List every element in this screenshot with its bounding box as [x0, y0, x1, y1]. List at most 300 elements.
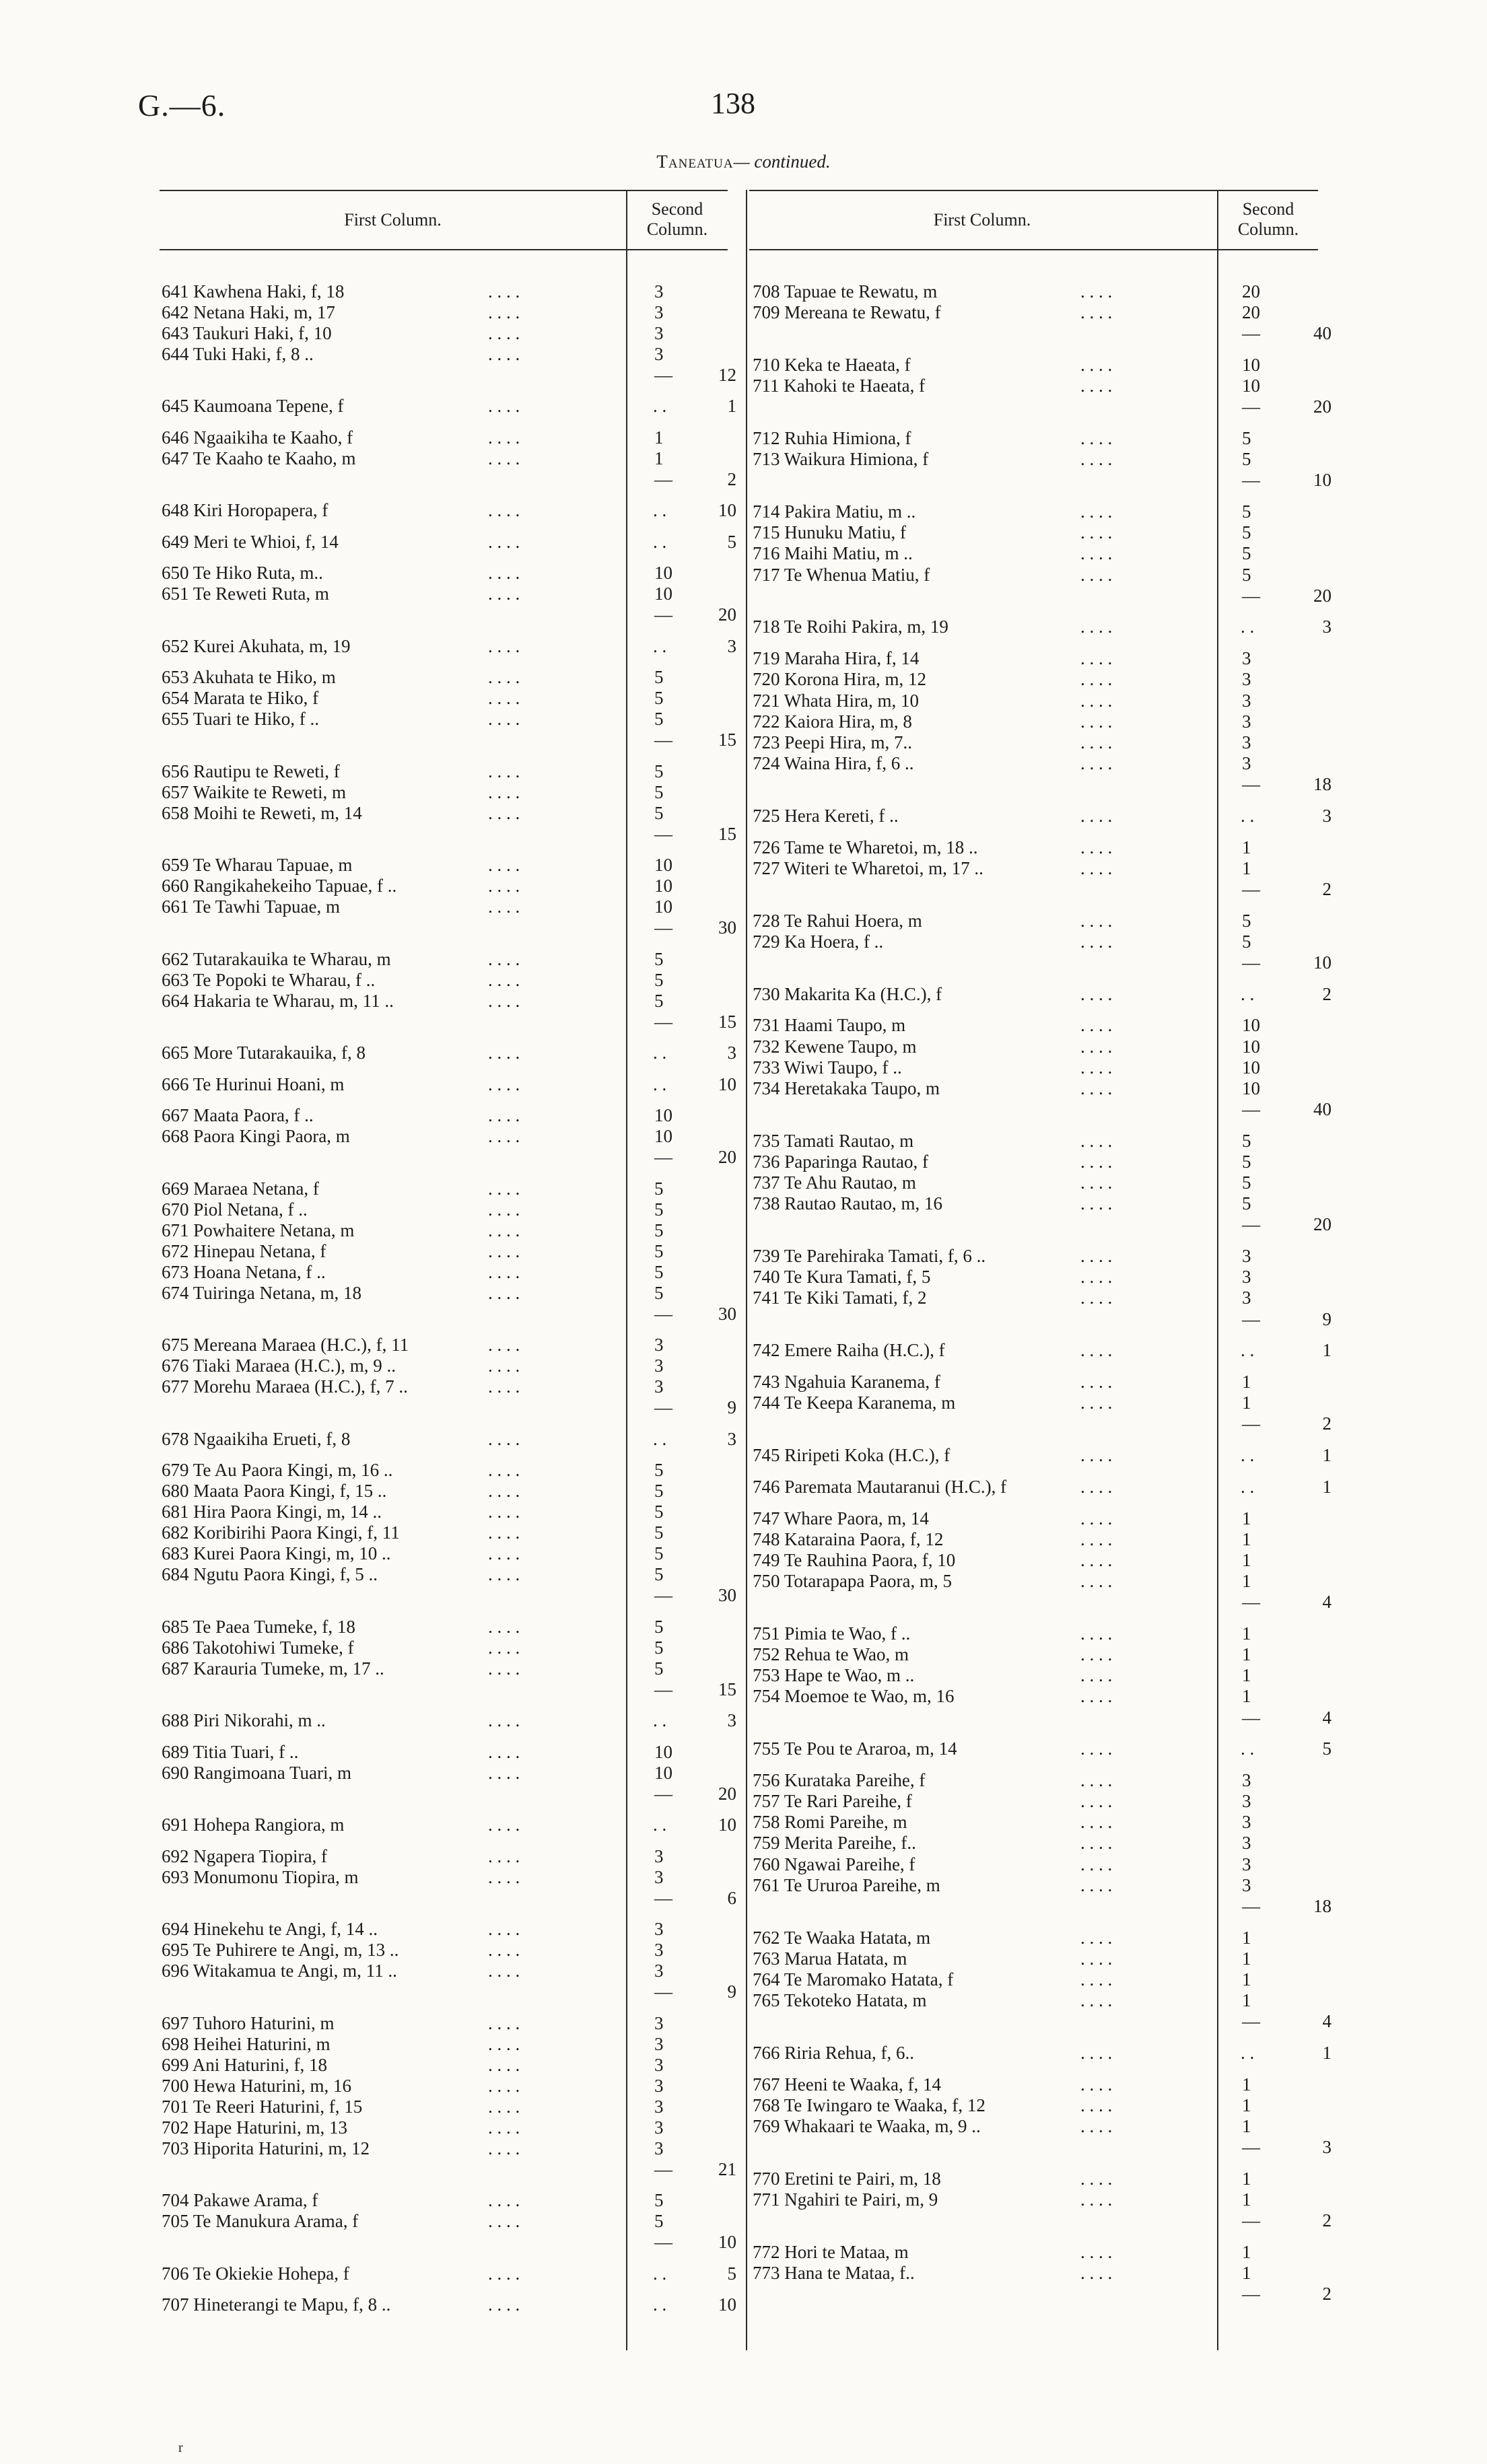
share-value: 3 — [654, 1845, 664, 1866]
leader-dots: . . . . — [488, 1940, 520, 1961]
share-value: 1 — [1242, 1372, 1251, 1393]
col-second-right — [1218, 199, 1318, 240]
leader-dots: . . . . — [1080, 355, 1113, 376]
person-entry: 729 Ka Hoera, f .. — [753, 931, 884, 952]
person-entry: 707 Hineterangi te Mapu, f, 8 .. — [162, 2294, 391, 2315]
share-value: 3 — [1242, 1874, 1251, 1895]
share-value: 5 — [654, 1240, 664, 1261]
table-row — [753, 1372, 940, 1392]
leader-dots: . . . . — [488, 396, 520, 417]
group-total: 1 — [1322, 1340, 1332, 1361]
person-entry: 759 Merita Pareihe, f.. — [753, 1833, 916, 1854]
leader-dots: . . . . — [1080, 1130, 1113, 1151]
leader-dots: . . . . — [488, 948, 520, 969]
person-entry: 756 Kurataka Pareihe, f — [753, 1769, 926, 1790]
person-entry: 692 Ngapera Tiopira, f — [162, 1845, 327, 1866]
group-total: 5 — [727, 531, 736, 552]
person-entry: 683 Kurei Paora Kingi, m, 10 .. — [162, 1543, 391, 1564]
person-entry: 664 Hakaria te Wharau, m, 11 .. — [162, 990, 394, 1011]
leader-dots: . . . . — [1080, 564, 1113, 585]
share-value: 1 — [1242, 1948, 1251, 1969]
table-row — [753, 1644, 909, 1664]
leader-dots: . . — [653, 531, 667, 552]
group-total: 12 — [718, 364, 736, 385]
leader-dots: . . . . — [488, 1073, 520, 1094]
leader-dots: . . . . — [488, 896, 520, 917]
share-value: 10 — [654, 896, 672, 917]
leader-dots: . . . . — [488, 2096, 520, 2117]
group-total: 2 — [1322, 1413, 1332, 1434]
table-row — [162, 1335, 409, 1355]
rule-div-left — [626, 190, 627, 2350]
share-value: 10 — [1242, 376, 1260, 396]
share-value: 1 — [1242, 2116, 1251, 2137]
leader-dots: . . . . — [1080, 1057, 1113, 1078]
person-entry: 714 Pakira Matiu, m .. — [753, 501, 916, 522]
group-total: 10 — [1313, 470, 1332, 491]
table-row — [162, 1564, 378, 1584]
total-rule: — — [1242, 952, 1260, 973]
share-value: 3 — [1242, 711, 1251, 732]
table-row — [753, 1875, 940, 1895]
share-value: 5 — [1242, 1172, 1251, 1193]
person-entry: 758 Romi Pareihe, m — [753, 1812, 907, 1833]
leader-dots: . . — [1241, 1340, 1255, 1361]
leader-dots: . . . . — [1080, 1791, 1113, 1812]
group-total: 5 — [1322, 1738, 1332, 1759]
table-row — [162, 876, 396, 896]
person-entry: 645 Kaumoana Tepene, f — [162, 396, 344, 417]
person-entry: 763 Marua Hatata, m — [753, 1948, 907, 1969]
leader-dots: . . . . — [488, 1564, 520, 1585]
share-value: 3 — [654, 1376, 664, 1397]
group-total: 10 — [718, 1073, 736, 1094]
table-row — [162, 1481, 386, 1501]
person-entry: 660 Rangikahekeiho Tapuae, f .. — [162, 876, 397, 896]
person-entry: 731 Haami Taupo, m — [753, 1015, 906, 1036]
person-entry: 734 Heretakaka Taupo, m — [753, 1078, 940, 1098]
table-row — [162, 949, 391, 969]
table-row — [753, 1969, 953, 1990]
table-row — [753, 2169, 941, 2189]
table-row — [753, 1571, 952, 1591]
table-row — [753, 1340, 945, 1360]
person-entry: 647 Te Kaaho te Kaaho, m — [162, 448, 356, 468]
total-rule: — — [654, 1981, 672, 2002]
share-value: 3 — [654, 322, 664, 343]
person-entry: 751 Pimia te Wao, f .. — [753, 1623, 911, 1644]
page-number: 138 — [711, 87, 755, 120]
person-entry: 648 Kiri Horopapera, f — [162, 500, 328, 521]
table-row — [162, 1220, 354, 1240]
leader-dots: . . . . — [488, 322, 520, 343]
total-rule: — — [654, 364, 672, 385]
group-total: 15 — [718, 730, 736, 750]
person-entry: 716 Maihi Matiu, m .. — [753, 543, 913, 564]
share-value: 5 — [654, 709, 664, 730]
leader-dots: . . . . — [1080, 752, 1113, 773]
share-value: 5 — [654, 802, 664, 823]
share-value: 3 — [1242, 752, 1251, 773]
table-row — [162, 1199, 308, 1220]
table-row — [753, 2043, 914, 2063]
total-rule: — — [1242, 585, 1260, 606]
rule-top-left — [160, 190, 728, 191]
group-total: 3 — [1322, 805, 1332, 826]
person-entry: 649 Meri te Whioi, f, 14 — [162, 531, 339, 552]
col-second-left-2: Column. — [646, 219, 708, 239]
share-value: 3 — [1242, 1267, 1251, 1288]
share-value: 5 — [654, 1481, 664, 1502]
person-entry: 679 Te Au Paora Kingi, m, 16 .. — [162, 1460, 393, 1481]
person-entry: 730 Makarita Ka (H.C.), f — [753, 983, 942, 1004]
total-rule: — — [1242, 1707, 1260, 1728]
leader-dots: . . . . — [488, 1376, 520, 1397]
share-value: 5 — [654, 1220, 664, 1240]
table-row — [753, 1246, 985, 1266]
share-value: 3 — [654, 2075, 664, 2096]
person-entry: 746 Paremata Mautaranui (H.C.), f — [753, 1476, 1007, 1497]
stray-mark: r — [178, 2440, 183, 2455]
leader-dots: . . . . — [488, 802, 520, 823]
person-entry: 709 Mereana te Rewatu, f — [753, 302, 941, 323]
group-total: 9 — [727, 1397, 736, 1418]
share-value: 5 — [1242, 1151, 1251, 1172]
share-value: 5 — [654, 2190, 664, 2211]
table-row — [162, 1961, 397, 1981]
group-total: 2 — [1322, 983, 1332, 1004]
table-row — [162, 1763, 351, 1783]
person-entry: 748 Kataraina Paora, f, 12 — [753, 1528, 944, 1549]
share-value: 5 — [654, 761, 664, 781]
group-total: 3 — [727, 1710, 736, 1731]
leader-dots: . . . . — [488, 1543, 520, 1564]
person-entry: 696 Witakamua te Angi, m, 11 .. — [162, 1961, 397, 1981]
person-entry: 701 Te Reeri Haturini, f, 15 — [162, 2096, 363, 2117]
person-entry: 745 Riripeti Koka (H.C.), f — [753, 1445, 950, 1466]
leader-dots: . . . . — [488, 1105, 520, 1126]
total-rule: — — [654, 2158, 672, 2179]
leader-dots: . . . . — [1080, 931, 1113, 952]
leader-dots: . . . . — [1080, 2042, 1113, 2063]
leader-dots: . . . . — [488, 1961, 520, 1981]
leader-dots: . . — [653, 1428, 667, 1449]
person-entry: 694 Hinekehu te Angi, f, 14 .. — [162, 1919, 378, 1940]
total-rule: — — [1242, 1592, 1260, 1613]
leader-dots: . . . . — [488, 343, 520, 364]
share-value: 3 — [654, 1356, 664, 1376]
share-value: 5 — [1242, 564, 1251, 585]
leader-dots: . . . . — [1080, 805, 1113, 826]
table-row — [753, 1508, 929, 1528]
person-entry: 741 Te Kiki Tamati, f, 2 — [753, 1288, 927, 1308]
leader-dots: . . . . — [1080, 1969, 1113, 1990]
table-row — [753, 428, 911, 448]
table-row — [162, 448, 356, 468]
col-second-left — [627, 199, 727, 240]
table-row — [753, 1015, 905, 1035]
table-row — [162, 667, 336, 687]
person-entry: 695 Te Puhirere te Angi, m, 13 .. — [162, 1940, 399, 1961]
table-row — [753, 281, 937, 302]
table-row — [753, 1948, 907, 1969]
group-total: 20 — [1313, 585, 1332, 606]
table-row — [162, 1710, 326, 1730]
person-entry: 736 Paparinga Rautao, f — [753, 1151, 928, 1172]
group-total: 10 — [718, 2294, 736, 2315]
person-entry: 744 Te Keepa Karanema, m — [753, 1393, 956, 1413]
person-entry: 659 Te Wharau Tapuae, m — [162, 855, 353, 876]
leader-dots: . . . . — [1080, 2074, 1113, 2095]
person-entry: 688 Piri Nikorahi, m .. — [162, 1710, 326, 1731]
group-total: 20 — [718, 1147, 736, 1168]
table-row — [162, 2055, 327, 2075]
share-value: 3 — [1242, 1246, 1251, 1267]
group-total: 4 — [1322, 2011, 1332, 2032]
group-total: 10 — [1313, 952, 1332, 973]
person-entry: 702 Hape Haturini, m, 13 — [162, 2117, 347, 2138]
person-entry: 705 Te Manukura Arama, f — [162, 2211, 359, 2232]
share-value: 5 — [654, 1658, 664, 1679]
share-value: 3 — [1242, 1769, 1251, 1790]
person-entry: 685 Te Paea Tumeke, f, 18 — [162, 1616, 355, 1637]
person-entry: 721 Whata Hira, m, 10 — [753, 690, 919, 711]
person-entry: 728 Te Rahui Hoera, m — [753, 910, 922, 931]
share-value: 1 — [1242, 1927, 1251, 1948]
leader-dots: . . . . — [488, 2033, 520, 2054]
person-entry: 687 Karauria Tumeke, m, 17 .. — [162, 1658, 384, 1679]
share-value: 5 — [654, 1199, 664, 1220]
table-row — [162, 563, 323, 583]
caption-suffix: — continued. — [733, 151, 831, 172]
person-entry: 690 Rangimoana Tuari, m — [162, 1762, 351, 1783]
group-total: 20 — [718, 1783, 736, 1804]
person-entry: 682 Koribirihi Paora Kingi, f, 11 — [162, 1522, 400, 1543]
person-entry: 681 Hira Paora Kingi, m, 14 .. — [162, 1502, 382, 1522]
person-entry: 762 Te Waaka Hatata, m — [753, 1927, 931, 1948]
table-row — [753, 732, 912, 752]
leader-dots: . . — [1241, 2042, 1255, 2063]
table-row — [753, 1529, 943, 1549]
table-row — [162, 782, 346, 802]
person-entry: 724 Waina Hira, f, 6 .. — [753, 752, 914, 773]
table-row — [162, 396, 344, 416]
table-row — [753, 1477, 1006, 1497]
share-value: 3 — [1242, 1833, 1251, 1854]
table-row — [753, 911, 922, 931]
table-row — [162, 1658, 384, 1679]
table-row — [753, 1131, 913, 1151]
table-row — [753, 1833, 916, 1853]
leader-dots: . . . . — [1080, 543, 1113, 564]
share-value: 3 — [654, 2054, 664, 2075]
table-row — [162, 344, 314, 364]
leader-dots: . . . . — [1080, 2116, 1113, 2137]
table-row — [753, 543, 913, 563]
table-row — [162, 500, 328, 520]
table-row — [753, 837, 978, 857]
leader-dots: . . . . — [1080, 428, 1113, 449]
leader-dots: . . . . — [1080, 711, 1113, 732]
table-row — [162, 855, 352, 875]
group-total: 10 — [718, 2232, 736, 2253]
table-row — [162, 1074, 344, 1094]
person-entry: 662 Tutarakauika te Wharau, m — [162, 948, 391, 969]
leader-dots: . . . . — [488, 1126, 520, 1147]
person-entry: 658 Moihi te Reweti, m, 14 — [162, 802, 362, 823]
table-row — [753, 984, 942, 1004]
person-entry: 689 Titia Tuari, f .. — [162, 1741, 299, 1762]
total-rule: — — [654, 1679, 672, 1699]
leader-dots: . . . . — [1080, 2168, 1113, 2189]
group-total: 18 — [1313, 1895, 1332, 1916]
table-row — [753, 691, 919, 711]
table-row — [162, 2117, 347, 2138]
table-row — [753, 1990, 927, 2010]
share-value: 1 — [1242, 857, 1251, 878]
total-rule: — — [654, 730, 672, 750]
leader-dots: . . . . — [488, 1428, 520, 1449]
person-entry: 678 Ngaaikiha Erueti, f, 8 — [162, 1428, 351, 1449]
leader-dots: . . . . — [488, 1866, 520, 1887]
leader-dots: . . . . — [488, 2211, 520, 2232]
share-value: 3 — [654, 2033, 664, 2054]
person-entry: 655 Tuari te Hiko, f .. — [162, 709, 320, 730]
table-row — [753, 1623, 910, 1644]
table-row — [162, 1815, 344, 1835]
table-row — [162, 1919, 378, 1939]
share-value: 5 — [654, 1460, 664, 1481]
total-rule: — — [654, 2232, 672, 2253]
leader-dots: . . — [653, 396, 667, 417]
leader-dots: . . . . — [1080, 1686, 1113, 1707]
leader-dots: . . — [1241, 805, 1255, 826]
share-value: 3 — [1242, 1812, 1251, 1833]
leader-dots: . . . . — [1080, 1812, 1113, 1833]
person-entry: 674 Tuiringa Netana, m, 18 — [162, 1282, 361, 1303]
leader-dots: . . . . — [488, 781, 520, 802]
share-value: 3 — [654, 2138, 664, 2158]
total-rule: — — [654, 1887, 672, 1908]
share-value: 10 — [1242, 1057, 1260, 1078]
total-rule: — — [654, 1303, 672, 1324]
total-rule: — — [1242, 1308, 1260, 1329]
share-value: 10 — [654, 1105, 672, 1126]
total-rule: — — [654, 1585, 672, 1606]
share-value: 5 — [1242, 910, 1251, 931]
total-rule: — — [1242, 1413, 1260, 1434]
leader-dots: . . . . — [488, 1616, 520, 1637]
table-caption — [0, 151, 1487, 172]
table-row — [753, 858, 983, 878]
person-entry: 652 Kurei Akuhata, m, 19 — [162, 635, 351, 656]
total-rule: — — [1242, 1099, 1260, 1120]
person-entry: 722 Kaiora Hira, m, 8 — [753, 711, 912, 732]
table-row — [162, 1522, 400, 1543]
person-entry: 747 Whare Paora, m, 14 — [753, 1508, 929, 1528]
leader-dots: . . . . — [488, 969, 520, 990]
table-row — [162, 991, 394, 1011]
group-total: 15 — [718, 1011, 736, 1032]
share-value: 3 — [654, 1919, 664, 1940]
table-row — [162, 761, 340, 781]
leader-dots: . . . . — [488, 1335, 520, 1356]
person-entry: 706 Te Okiekie Hohepa, f — [162, 2263, 349, 2284]
share-value: 5 — [1242, 501, 1251, 522]
person-entry: 743 Ngahuia Karanema, f — [753, 1372, 940, 1393]
share-value: 3 — [654, 343, 664, 364]
total-rule: — — [654, 1011, 672, 1032]
leader-dots: . . . . — [488, 1220, 520, 1240]
share-value: 5 — [654, 1522, 664, 1543]
leader-dots: . . . . — [488, 1199, 520, 1220]
share-value: 10 — [654, 876, 672, 896]
table-row — [162, 1241, 326, 1261]
person-entry: 646 Ngaaikiha te Kaaho, f — [162, 427, 353, 448]
table-row — [753, 302, 941, 322]
table-row — [162, 1846, 327, 1866]
share-value: 3 — [1242, 732, 1251, 752]
person-entry: 768 Te Iwingaro te Waaka, f, 12 — [753, 2095, 985, 2115]
person-entry: 693 Monumonu Tiopira, m — [162, 1866, 359, 1887]
share-value: 1 — [1242, 1393, 1251, 1413]
leader-dots: . . . . — [1080, 376, 1113, 396]
total-rule: — — [1242, 396, 1260, 417]
table-row — [753, 1665, 914, 1685]
share-value: 5 — [654, 948, 664, 969]
group-total: 20 — [718, 604, 736, 625]
leader-dots: . . — [653, 1073, 667, 1094]
total-rule: — — [654, 917, 672, 938]
leader-dots: . . . . — [1080, 1769, 1113, 1790]
group-total: 2 — [1322, 878, 1332, 899]
share-value: 5 — [654, 990, 664, 1011]
leader-dots: . . — [1241, 1738, 1255, 1759]
share-value: 3 — [654, 1940, 664, 1961]
group-total: 3 — [1322, 2137, 1332, 2158]
person-entry: 651 Te Reweti Ruta, m — [162, 584, 329, 604]
table-row — [162, 1376, 408, 1397]
share-value: 5 — [1242, 522, 1251, 543]
share-value: 20 — [1242, 302, 1260, 323]
share-value: 3 — [654, 2117, 664, 2138]
share-value: 1 — [1242, 1571, 1251, 1591]
table-row — [753, 1928, 930, 1948]
table-row — [753, 1812, 907, 1832]
share-value: 3 — [654, 1961, 664, 1981]
table-row — [162, 2013, 335, 2033]
person-entry: 669 Maraea Netana, f — [162, 1178, 319, 1199]
table-row — [753, 376, 925, 396]
share-value: 10 — [654, 1126, 672, 1147]
person-entry: 667 Maata Paora, f .. — [162, 1105, 314, 1126]
share-value: 5 — [654, 1564, 664, 1585]
share-value: 5 — [654, 688, 664, 709]
person-entry: 760 Ngawai Pareihe, f — [753, 1854, 915, 1874]
col-second-right-2: Column. — [1237, 219, 1299, 239]
leader-dots: . . . . — [1080, 690, 1113, 711]
leader-dots: . . . . — [1080, 1288, 1113, 1308]
table-row — [162, 2294, 390, 2315]
group-total: 4 — [1322, 1592, 1332, 1613]
share-value: 1 — [1242, 837, 1251, 857]
share-value: 5 — [654, 1282, 664, 1303]
person-entry: 770 Eretini te Pairi, m, 18 — [753, 2168, 941, 2189]
leader-dots: . . . . — [1080, 1665, 1113, 1686]
share-value: 5 — [654, 1178, 664, 1199]
share-value: 10 — [1242, 1078, 1260, 1098]
share-value: 3 — [1242, 1854, 1251, 1874]
